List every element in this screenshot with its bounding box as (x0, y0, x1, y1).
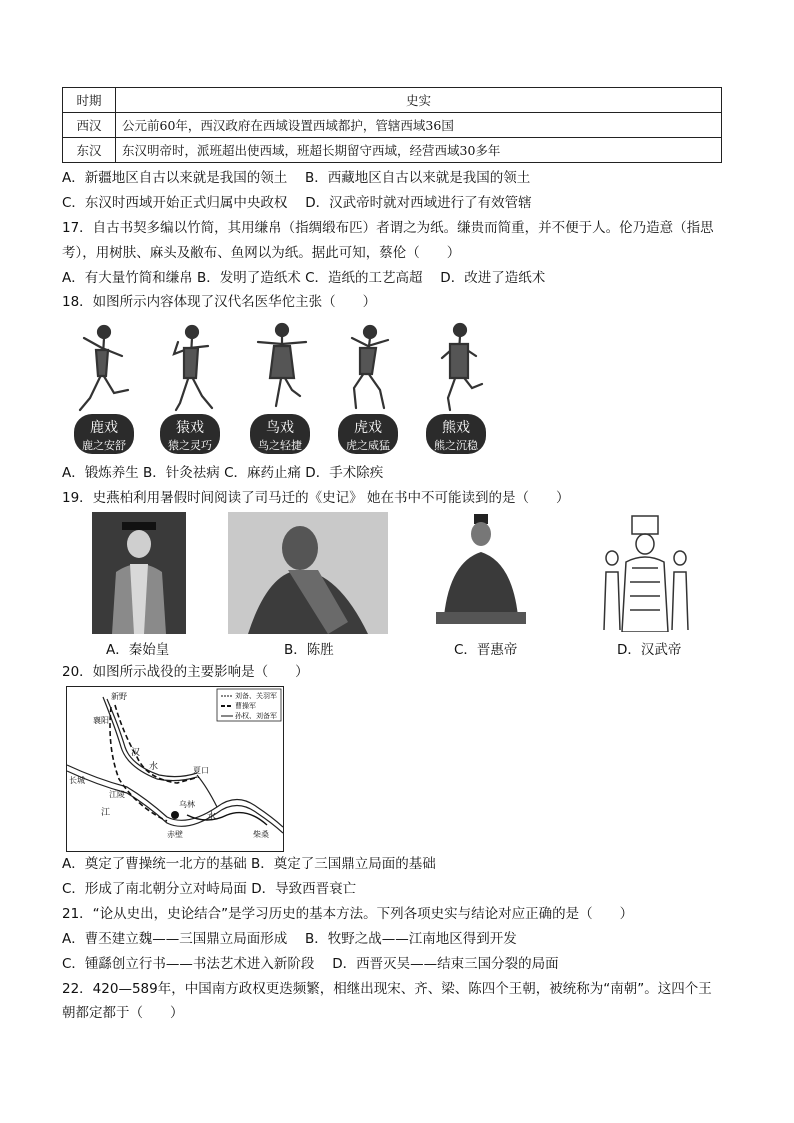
map-place-label: 江陵 (109, 790, 125, 799)
portrait-image-c (430, 512, 530, 628)
figure-title: 鸟戏 (266, 419, 294, 435)
figure-subtitle: 鹿之安舒 (82, 440, 126, 452)
map-legend-item: 刘备、关羽军 (235, 692, 277, 700)
portrait-image-a (92, 512, 186, 634)
map-place-label: 乌林 (179, 800, 195, 809)
q20-stem: 20．如图所示战役的主要影响是（ ） (62, 664, 309, 680)
table-header-cell: 时期 (63, 88, 116, 113)
table-row (63, 138, 722, 163)
warrior-portrait-image (228, 512, 388, 634)
map-legend-item: 孙权、刘备军 (235, 712, 277, 720)
q17-stem-line2: 考），用树肤、麻头及敝布、鱼网以为纸。据此可知，蔡伦（ ） (62, 245, 461, 261)
q22-stem-line2: 朝都定都于（ ） (62, 1005, 184, 1021)
map-place-label: 赤壁 (167, 830, 183, 839)
table-cell: 西汉 (63, 113, 116, 138)
five-animal-figures-illustration (62, 318, 502, 458)
map-place-label: 汉 (131, 748, 141, 758)
map-place-label: 新野 (111, 692, 127, 701)
figure-title: 虎戏 (354, 419, 382, 435)
q22-stem-line1: 22．420—589年，中国南方政权更迭频繁，相继出现宋、齐、梁、陈四个王朝，被统称为“南朝”。这四个王 (62, 981, 712, 997)
q20-options-line2: C．形成了南北朝分立对峙局面 D．导致西晋衰亡 (62, 881, 357, 897)
red-cliffs-battle-map (66, 686, 284, 852)
q17-stem-line1: 17．自古书契多编以竹简，其用缣帛（指绸缎布匹）者谓之为纸。缣贵而简重，并不便于人。伦乃造意（指思 (62, 220, 714, 236)
figure-subtitle: 鸟之轻捷 (258, 440, 302, 452)
q21-stem: 21．“论从史出，史论结合”是学习历史的基本方法。下列各项史实与结论对应正确的是（ ） (62, 906, 634, 922)
history-facts-table (62, 87, 722, 163)
figure-title: 鹿戏 (90, 419, 118, 435)
q19-caption-a: A．秦始皇 (106, 642, 170, 658)
q18-stem: 18．如图所示内容体现了汉代名医华佗主张（ ） (62, 294, 377, 310)
portrait-image-b (228, 512, 388, 634)
q19-caption-d: D．汉武帝 (617, 642, 682, 658)
map-place-label: 柴桑 (253, 830, 269, 839)
battle-map-svg (67, 687, 283, 851)
table-cell: 公元前60年，西汉政府在西域设置西域都护，管辖西域36国 (116, 113, 722, 138)
q16-options-line1: A．新疆地区自古以来就是我国的领土 B．西藏地区自古以来就是我国的领土 (62, 170, 531, 186)
seated-emperor-image (430, 512, 530, 628)
q21-options-line2: C．锺繇创立行书——书法艺术进入新阶段 D．西晋灭吴——结束三国分裂的局面 (62, 956, 559, 972)
figure-title: 猿戏 (176, 419, 204, 435)
map-place-label: 襄阳 (93, 716, 109, 725)
emperor-portrait-image (92, 512, 186, 634)
table-header-cell: 史实 (116, 88, 722, 113)
map-place-label: 水 (207, 812, 217, 822)
table-row (63, 113, 722, 138)
q19-caption-b: B．陈胜 (284, 642, 334, 658)
q21-options-line1: A．曹丕建立魏——三国鼎立局面形成 B．牧野之战——江南地区得到开发 (62, 931, 517, 947)
map-place-label: 江 (101, 808, 111, 818)
portrait-image-d (602, 512, 692, 632)
map-place-label: 夏口 (193, 766, 209, 775)
figure-title: 熊戏 (442, 419, 470, 435)
q16-options-line2: C．东汉时西域开始正式归属中央政权 D．汉武帝时就对西域进行了有效管辖 (62, 195, 532, 211)
figure-subtitle: 虎之威猛 (346, 440, 390, 452)
q19-caption-c: C．晋惠帝 (454, 642, 518, 658)
map-place-label: 水 (149, 762, 159, 772)
figure-subtitle: 熊之沉稳 (434, 440, 478, 452)
q19-stem: 19．史燕柏利用暑假时间阅读了司马迁的《史记》 她在书中不可能读到的是（ ） (62, 490, 570, 506)
figure-subtitle: 猿之灵巧 (168, 440, 212, 452)
map-legend-item: 曹操军 (235, 702, 256, 710)
q17-options: A．有大量竹简和缣帛 B．发明了造纸术 C．造纸的工艺高超 D．改进了造纸术 (62, 270, 546, 286)
q18-options: A．锻炼养生 B．针灸祛病 C．麻药止痛 D．手术除疾 (62, 465, 384, 481)
five-animal-exercise-figure (62, 318, 502, 458)
table-cell: 东汉 (63, 138, 116, 163)
map-place-label: 长城 (69, 776, 85, 785)
emperor-with-attendants-image (602, 512, 692, 632)
q20-options-line1: A．奠定了曹操统一北方的基础 B．奠定了三国鼎立局面的基础 (62, 856, 436, 872)
table-header-row (63, 88, 722, 113)
table-cell: 东汉明帝时，派班超出使西域，班超长期留守西域，经营西域30多年 (116, 138, 722, 163)
